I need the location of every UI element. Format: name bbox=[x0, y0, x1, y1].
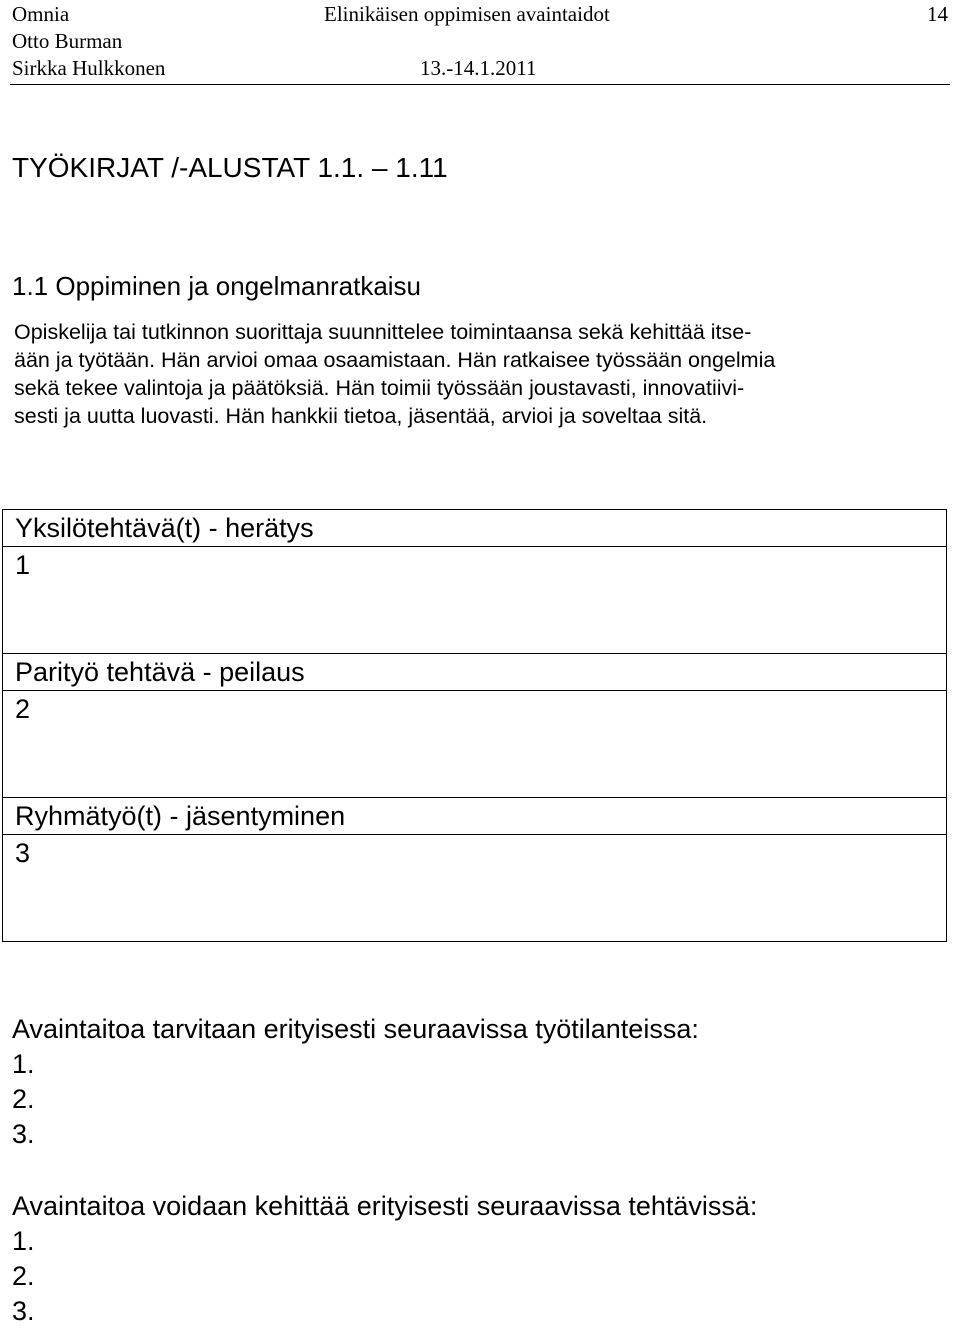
task-number: 3 bbox=[15, 838, 31, 868]
header-author-1: Otto Burman bbox=[12, 29, 123, 53]
list-heading: Avaintaitoa tarvitaan erityisesti seuraavissa työtilanteissa: bbox=[12, 1014, 699, 1044]
task-answer-area[interactable] bbox=[3, 547, 947, 654]
header-author-2: Sirkka Hulkkonen bbox=[12, 56, 166, 80]
document-title: TYÖKIRJAT /-ALUSTAT 1.1. – 1.11 bbox=[12, 152, 448, 183]
list-item: 2. bbox=[12, 1261, 35, 1291]
task-number: 2 bbox=[15, 694, 31, 724]
list-item: 1. bbox=[12, 1226, 35, 1256]
task-heading: Parityö tehtävä - peilaus bbox=[3, 654, 947, 691]
header-divider bbox=[10, 84, 950, 85]
paragraph-line: sekä tekee valintoja ja päätöksiä. Hän toimii työssään joustavasti, innovatiivi- bbox=[14, 376, 745, 400]
header-page-number: 14 bbox=[927, 2, 948, 26]
development-tasks-list bbox=[12, 1189, 757, 1329]
task-answer-area[interactable] bbox=[3, 691, 947, 798]
header-org: Omnia bbox=[12, 2, 70, 26]
list-heading: Avaintaitoa voidaan kehittää erityisesti seuraavissa tehtävissä: bbox=[12, 1191, 758, 1221]
task-heading: Ryhmätyö(t) - jäsentyminen bbox=[3, 798, 947, 835]
section-paragraph bbox=[14, 318, 775, 430]
list-item: 3. bbox=[12, 1119, 35, 1149]
paragraph-line: sesti ja uutta luovasti. Hän hankkii tietoa, jäsentää, arvioi ja soveltaa sitä. bbox=[14, 404, 708, 428]
section-heading: 1.1 Oppiminen ja ongelmanratkaisu bbox=[12, 271, 422, 301]
list-item: 1. bbox=[12, 1049, 35, 1079]
work-situations-list bbox=[12, 1012, 699, 1152]
list-item: 2. bbox=[12, 1084, 35, 1114]
paragraph-line: Opiskelija tai tutkinnon suorittaja suunnittelee toimintaansa sekä kehittää itse- bbox=[14, 320, 752, 344]
header-date: 13.-14.1.2011 bbox=[420, 56, 537, 80]
paragraph-line: ään ja työtään. Hän arvioi omaa osaamistaan. Hän ratkaisee työssään ongelmia bbox=[14, 348, 776, 372]
task-table bbox=[2, 509, 947, 942]
task-number: 1 bbox=[15, 550, 31, 580]
task-heading: Yksilötehtävä(t) - herätys bbox=[3, 510, 947, 547]
list-item: 3. bbox=[12, 1296, 35, 1326]
header-course: Elinikäisen oppimisen avaintaidot bbox=[324, 2, 610, 26]
task-answer-area[interactable] bbox=[3, 835, 947, 942]
